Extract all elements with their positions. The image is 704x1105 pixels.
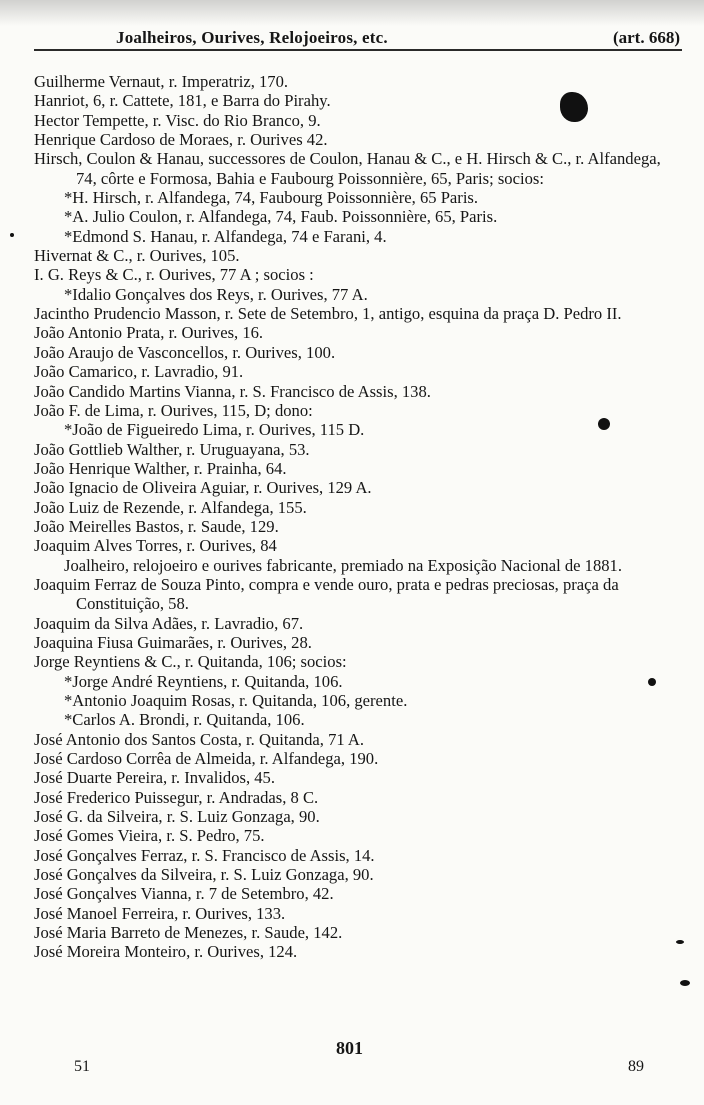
signature-mark-right: 89: [628, 1058, 644, 1075]
ink-speck: [648, 678, 656, 686]
directory-entry: José Maria Barreto de Menezes, r. Saude, 142.: [34, 923, 343, 943]
directory-entry: Joaquim Ferraz de Souza Pinto, compra e vende ouro, prata e pedras preciosas, praça da Constituição, 58.: [34, 574, 619, 614]
directory-entry: José Antonio dos Santos Costa, r. Quitanda, 71 A.: [34, 729, 365, 749]
directory-entry: João Luiz de Rezende, r. Alfandega, 155.: [34, 497, 307, 517]
directory-entry: Joaquim Alves Torres, r. Ourives, 84: [34, 536, 277, 556]
ink-speck: [10, 233, 14, 237]
page-number: 801: [336, 1038, 363, 1058]
directory-entry: José Manoel Ferreira, r. Ourives, 133.: [34, 903, 286, 923]
directory-subentry: *A. Julio Coulon, r. Alfandega, 74, Faub. Poissonnière, 65, Paris.: [64, 207, 498, 227]
signature-mark-left: 51: [74, 1058, 90, 1075]
directory-entry: João Candido Martins Vianna, r. S. Francisco de Assis, 138.: [34, 381, 431, 401]
directory-entry: João Gottlieb Walther, r. Uruguayana, 53.: [34, 439, 310, 459]
scan-noise-top: [0, 0, 704, 26]
directory-subentry: *João de Figueiredo Lima, r. Ourives, 115 D.: [64, 420, 365, 440]
directory-entry: José G. da Silveira, r. S. Luiz Gonzaga, 90.: [34, 807, 320, 827]
ink-speck: [598, 418, 610, 430]
directory-entry: José Cardoso Corrêa de Almeida, r. Alfandega, 190.: [34, 749, 379, 769]
directory-entry: José Gonçalves da Silveira, r. S. Luiz Gonzaga, 90.: [34, 865, 374, 885]
directory-entry: João Ignacio de Oliveira Aguiar, r. Ourives, 129 A.: [34, 478, 372, 498]
directory-entry: Hanriot, 6, r. Cattete, 181, e Barra do Pirahy.: [34, 91, 331, 111]
directory-entry: Hirsch, Coulon & Hanau, successores de Coulon, Hanau & C., e H. Hirsch & C., r. Alfandega, 74, côrte e Formosa, Bahia e Faubourg Poissonnière, 65, Paris; socios:: [34, 149, 661, 188]
directory-entry: Joaquina Fiusa Guimarães, r. Ourives, 28.: [34, 632, 312, 652]
header-rule: [34, 49, 682, 51]
directory-entry: José Moreira Monteiro, r. Ourives, 124.: [34, 942, 298, 962]
directory-entry: Hivernat & C., r. Ourives, 105.: [34, 246, 240, 266]
directory-subentry: *Carlos A. Brondi, r. Quitanda, 106.: [64, 710, 305, 730]
directory-entry: João Henrique Walther, r. Prainha, 64.: [34, 458, 287, 478]
directory-subentry: *Idalio Gonçalves dos Reys, r. Ourives, 77 A.: [64, 284, 368, 304]
directory-entry: Guilherme Vernaut, r. Imperatriz, 170.: [34, 72, 289, 91]
article-number: (art. 668): [612, 28, 680, 47]
ink-blot: [560, 92, 588, 122]
directory-entry: José Gonçalves Vianna, r. 7 de Setembro, 42.: [34, 884, 334, 904]
directory-entry: Jorge Reyntiens & C., r. Quitanda, 106; socios:: [34, 652, 347, 672]
directory-entry: José Gomes Vieira, r. S. Pedro, 75.: [34, 826, 265, 846]
directory-subentry: *Antonio Joaquim Rosas, r. Quitanda, 106, gerente.: [64, 691, 408, 710]
directory-entry: Joaquim da Silva Adães, r. Lavradio, 67.: [34, 613, 304, 633]
directory-entry: João Antonio Prata, r. Ourives, 16.: [34, 323, 264, 343]
ink-speck: [680, 980, 690, 986]
section-title: Joalheiros, Ourives, Relojoeiros, etc.: [116, 28, 388, 47]
directory-entry: João Meirelles Bastos, r. Saude, 129.: [34, 516, 279, 536]
directory-entry: Henrique Cardoso de Moraes, r. Ourives 42.: [34, 130, 328, 150]
directory-entry: José Duarte Pereira, r. Invalidos, 45.: [34, 768, 276, 788]
directory-subentry: Joalheiro, relojoeiro e ourives fabricante, premiado na Exposição Nacional de 1881.: [64, 555, 622, 575]
directory-entry: João Araujo de Vasconcellos, r. Ourives, 100.: [34, 342, 336, 362]
directory-subentry: *Jorge André Reyntiens, r. Quitanda, 106.: [64, 671, 343, 691]
directory-entry: I. G. Reys & C., r. Ourives, 77 A ; socios :: [34, 265, 314, 285]
directory-subentry: *Edmond S. Hanau, r. Alfandega, 74 e Farani, 4.: [64, 226, 387, 246]
page-footer: [0, 1038, 704, 1078]
directory-subentry: *H. Hirsch, r. Alfandega, 74, Faubourg Poissonnière, 65 Paris.: [64, 188, 479, 208]
directory-entry: Hector Tempette, r. Visc. do Rio Branco, 9.: [34, 110, 321, 130]
directory-entry: Jacintho Prudencio Masson, r. Sete de Setembro, 1, antigo, esquina da praça D. Pedro II.: [34, 304, 622, 324]
directory-entry: João F. de Lima, r. Ourives, 115, D; dono:: [34, 400, 313, 420]
directory-entry: José Gonçalves Ferraz, r. S. Francisco de Assis, 14.: [34, 845, 375, 865]
directory-entry: José Frederico Puissegur, r. Andradas, 8 C.: [34, 787, 319, 807]
directory-entry: João Camarico, r. Lavradio, 91.: [34, 362, 244, 382]
ink-speck: [676, 940, 684, 944]
directory-entries: [34, 72, 679, 962]
